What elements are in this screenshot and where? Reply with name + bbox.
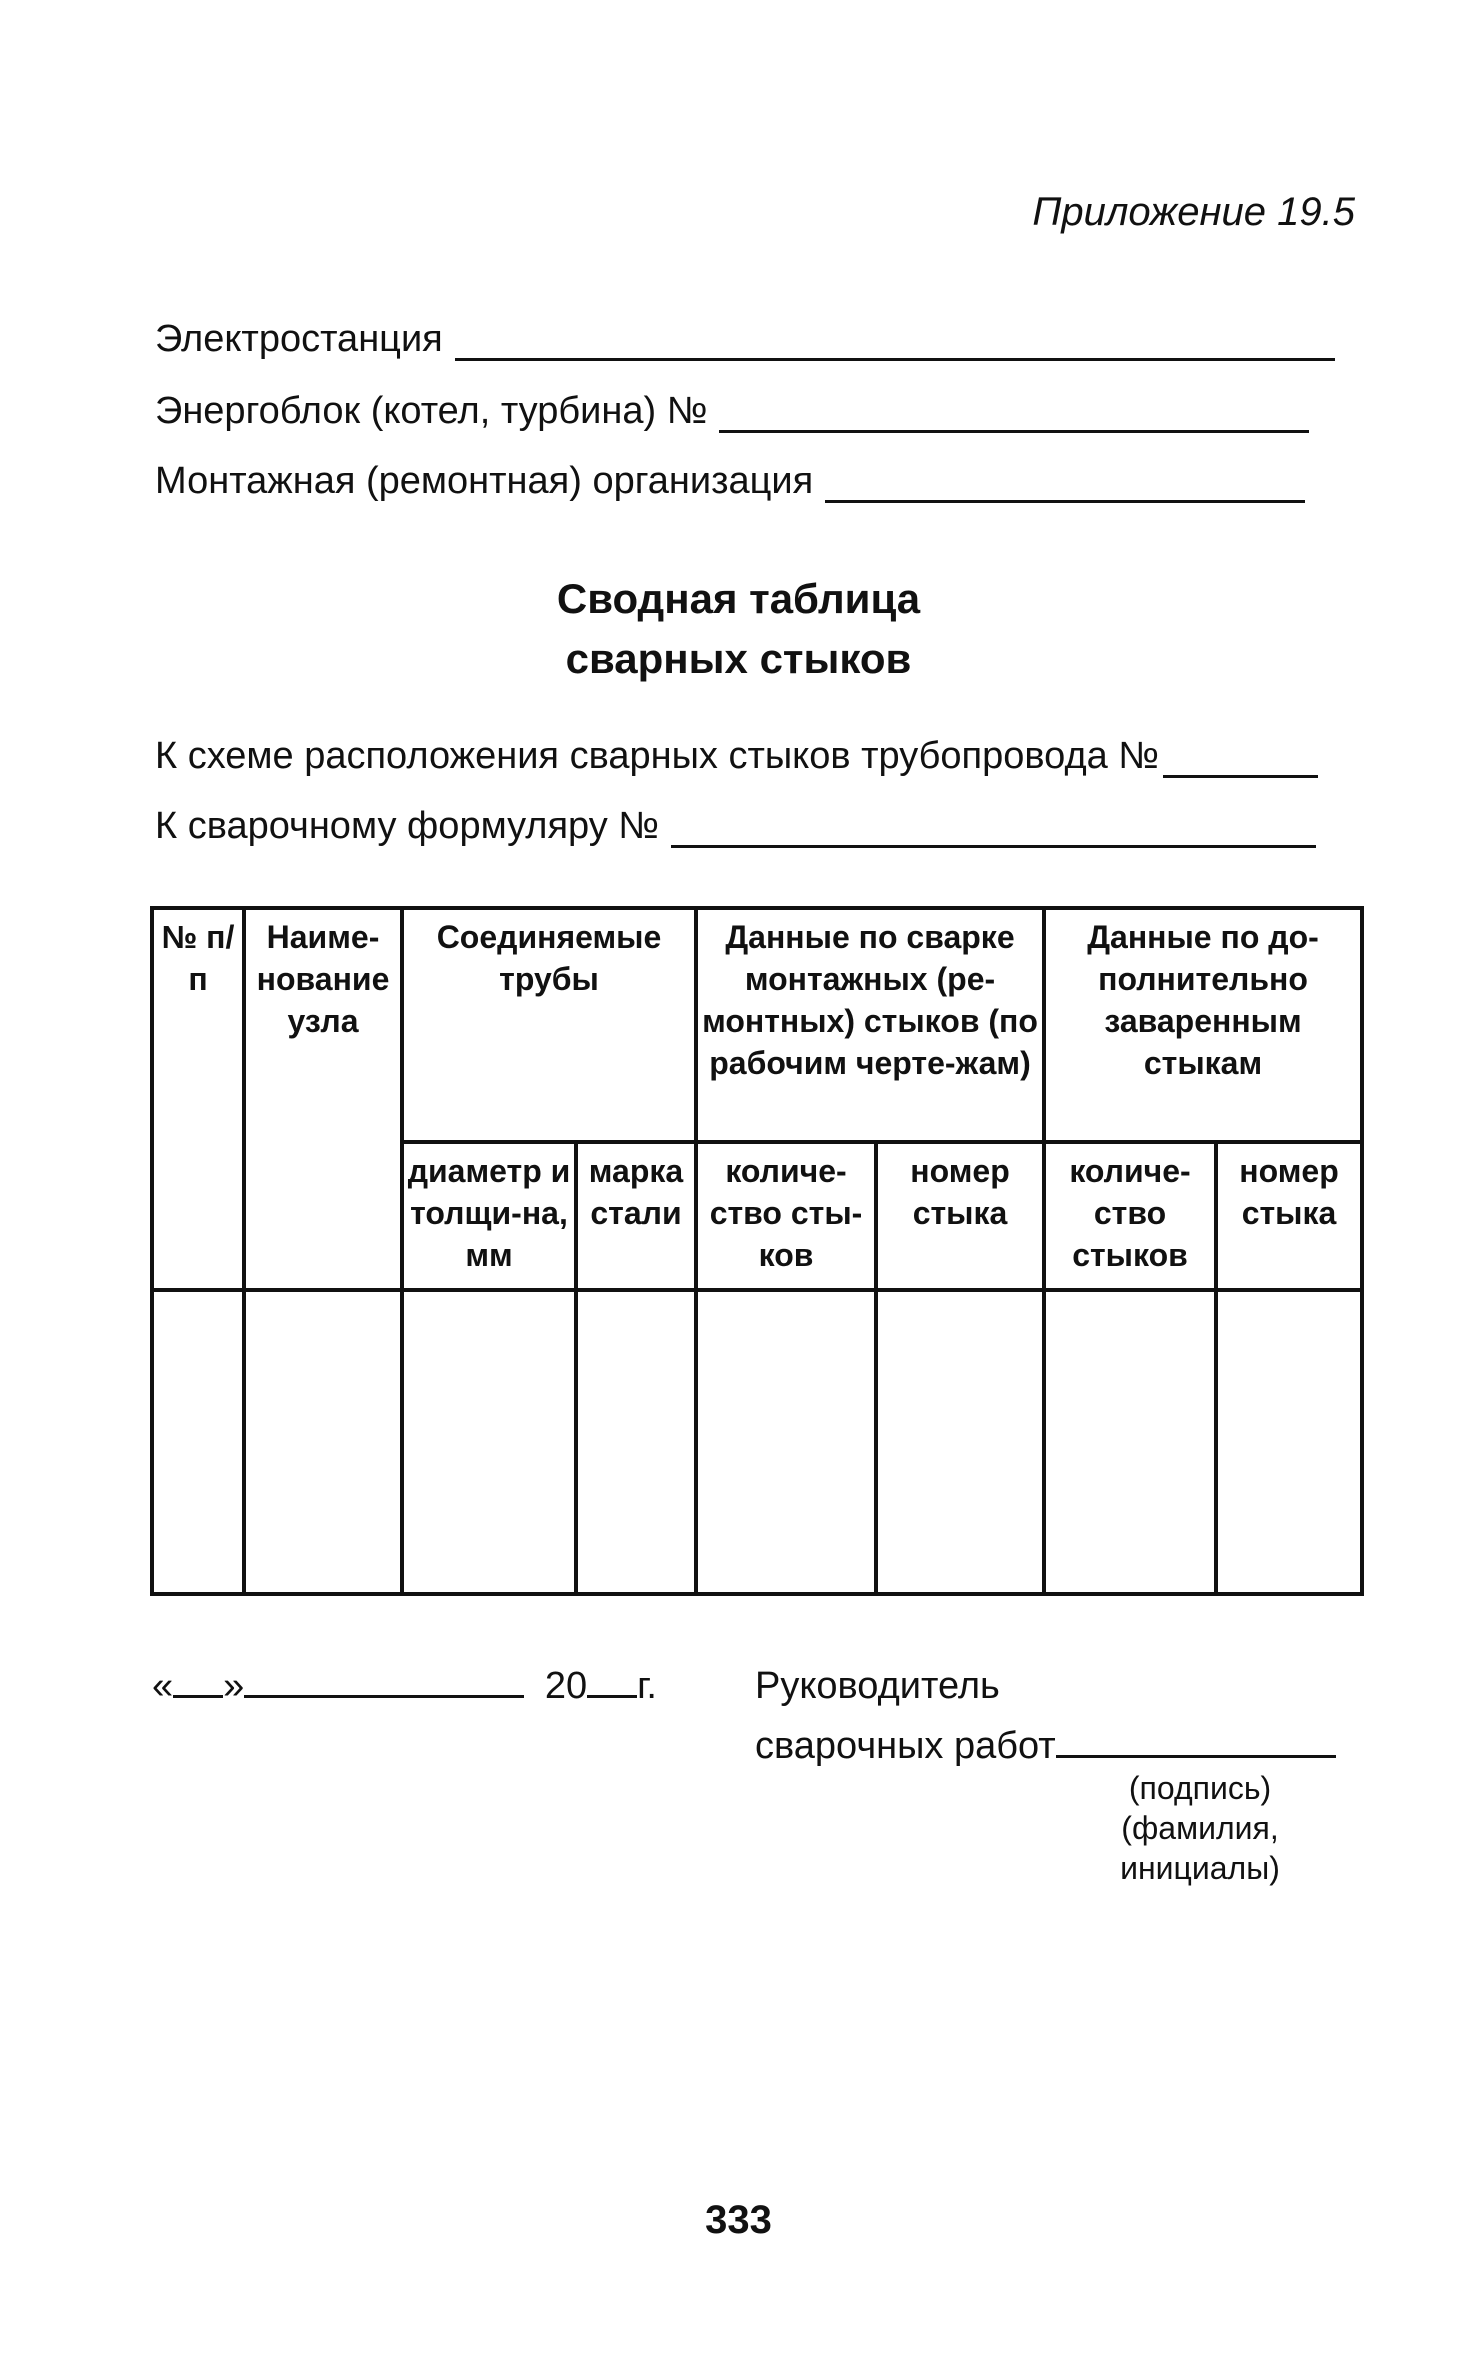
formular-ref-label: К сварочному формуляру №	[155, 805, 660, 847]
date-field	[152, 1665, 657, 1708]
scheme-ref-field	[155, 735, 1318, 778]
table-cell[interactable]	[402, 1290, 576, 1594]
appendix-label: Приложение 19.5	[1032, 190, 1355, 234]
power-station-blank[interactable]	[455, 324, 1335, 361]
initials-hint: инициалы)	[1120, 1850, 1280, 1886]
manager-title-text: сварочных работ	[755, 1725, 1056, 1767]
power-station-label: Электростанция	[155, 318, 443, 360]
header-pipes: Соединяемые трубы	[402, 908, 696, 1142]
month-blank[interactable]	[244, 1665, 524, 1698]
header-extra-weld-data: Данные по до-полнительно заваренным стыкам	[1044, 908, 1362, 1142]
table-cell[interactable]	[1216, 1290, 1362, 1594]
quote-open: «	[152, 1665, 174, 1707]
document-title-line1: Сводная таблица	[556, 575, 921, 622]
quote-close: »	[223, 1665, 245, 1707]
scheme-ref-blank[interactable]	[1163, 741, 1318, 778]
subheader-extra-joint-number: номер стыка	[1216, 1142, 1362, 1290]
surname-hint: (фамилия,	[1121, 1810, 1279, 1846]
page-number: 333	[705, 2198, 772, 2242]
subheader-joint-count: количе-ство сты-ков	[696, 1142, 876, 1290]
unit-blank[interactable]	[719, 396, 1309, 433]
formular-ref-blank[interactable]	[671, 811, 1316, 848]
organization-blank[interactable]	[825, 466, 1305, 503]
organization-label: Монтажная (ремонтная) организация	[155, 460, 814, 502]
header-weld-data: Данные по сварке монтажных (ре-монтных) стыков (по рабочим черте-жам)	[696, 908, 1044, 1142]
subheader-steel-grade: марка стали	[576, 1142, 696, 1290]
table-cell[interactable]	[1044, 1290, 1216, 1594]
scheme-ref-label: К схеме расположения сварных стыков трубопровода №	[155, 735, 1160, 777]
welded-joints-table	[150, 906, 1364, 1596]
header-number: № п/п	[152, 908, 244, 1290]
document-title-line2: сварных стыков	[565, 635, 912, 682]
year-prefix: 20	[544, 1665, 588, 1707]
signature-blank[interactable]	[1056, 1725, 1336, 1758]
table-cell[interactable]	[876, 1290, 1044, 1594]
power-station-field	[155, 318, 1335, 361]
unit-field	[155, 390, 1309, 433]
year-suffix: г.	[637, 1665, 657, 1707]
year-blank[interactable]	[587, 1665, 637, 1698]
day-blank[interactable]	[173, 1665, 223, 1698]
table-row	[152, 1290, 1362, 1594]
subheader-extra-joint-count: количе-ство стыков	[1044, 1142, 1216, 1290]
manager-title-line1: Руководитель	[755, 1665, 1000, 1707]
signature-caption	[1060, 1768, 1340, 1888]
manager-title-line2	[755, 1725, 1336, 1768]
unit-label: Энергоблок (котел, турбина) №	[155, 390, 708, 432]
subheader-diameter: диаметр и толщи-на, мм	[402, 1142, 576, 1290]
formular-ref-field	[155, 805, 1316, 848]
subheader-joint-number: номер стыка	[876, 1142, 1044, 1290]
table-cell[interactable]	[576, 1290, 696, 1594]
table-cell[interactable]	[244, 1290, 402, 1594]
signature-hint: (подпись)	[1128, 1770, 1272, 1806]
header-unit-name: Наиме-нование узла	[244, 908, 402, 1290]
organization-field	[155, 460, 1305, 503]
table-cell[interactable]	[696, 1290, 876, 1594]
table-cell[interactable]	[152, 1290, 244, 1594]
